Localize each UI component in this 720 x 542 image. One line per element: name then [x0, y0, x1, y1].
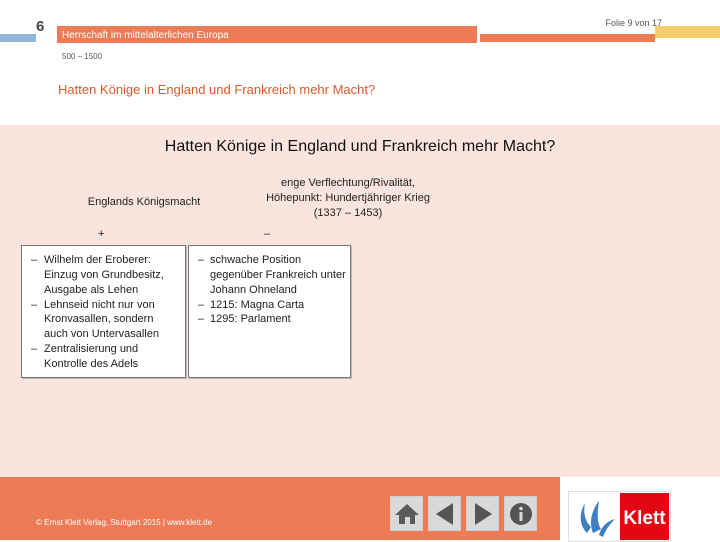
previous-button[interactable]	[428, 496, 461, 531]
header-band-blue	[0, 34, 36, 42]
list-item: – 1215: Magna Carta	[198, 298, 305, 311]
arrow-left-icon	[433, 501, 457, 527]
klett-logo-text: Klett	[623, 508, 666, 529]
klett-logo-icon	[571, 493, 621, 540]
negative-box	[188, 245, 351, 378]
info-button[interactable]	[504, 496, 537, 531]
left-heading: Englands Königsmacht	[87, 196, 201, 208]
positive-list	[22, 253, 179, 372]
arrow-right-icon	[471, 501, 495, 527]
period-label: 500 – 1500	[62, 52, 103, 61]
copyright-text: © Ernst Klett Verlag, Stuttgart 2015 | www.klett.de	[36, 518, 213, 527]
list-item: – Zentralisierung und Kontrolle des Adels	[31, 343, 139, 370]
chapter-number: 6	[36, 18, 45, 35]
home-button[interactable]	[390, 496, 423, 531]
info-icon	[508, 501, 534, 527]
list-item: – Wilhelm der Eroberer: Einzug von Grundbesitz, Ausgabe als Lehen	[31, 254, 164, 296]
minus-label: –	[264, 228, 271, 240]
slide-counter: Folie 9 von 17	[605, 18, 662, 28]
list-item: – 1295: Parlament	[198, 313, 291, 326]
next-button[interactable]	[466, 496, 499, 531]
negative-list	[189, 253, 346, 327]
list-item: – schwache Position gegenüber Frankreich unter Johann Ohneland	[198, 254, 346, 296]
header-band-yellow	[655, 26, 720, 38]
header-band-right	[480, 34, 655, 42]
slide-title: Hatten Könige in England und Frankreich mehr Macht?	[58, 82, 376, 97]
plus-label: +	[98, 228, 105, 240]
content-title: Hatten Könige in England und Frankreich mehr Macht?	[164, 138, 556, 155]
right-heading: enge Verflechtung/Rivalität, Höhepunkt: Hundertjähriger Krieg (1337 – 1453)	[266, 177, 430, 219]
home-icon	[394, 502, 420, 526]
list-item: – Lehnseid nicht nur von Kronvasallen, sondern auch von Untervasallen	[31, 298, 159, 341]
positive-box	[21, 245, 186, 378]
chapter-title: Herrschaft im mittelalterlichen Europa	[62, 30, 229, 41]
